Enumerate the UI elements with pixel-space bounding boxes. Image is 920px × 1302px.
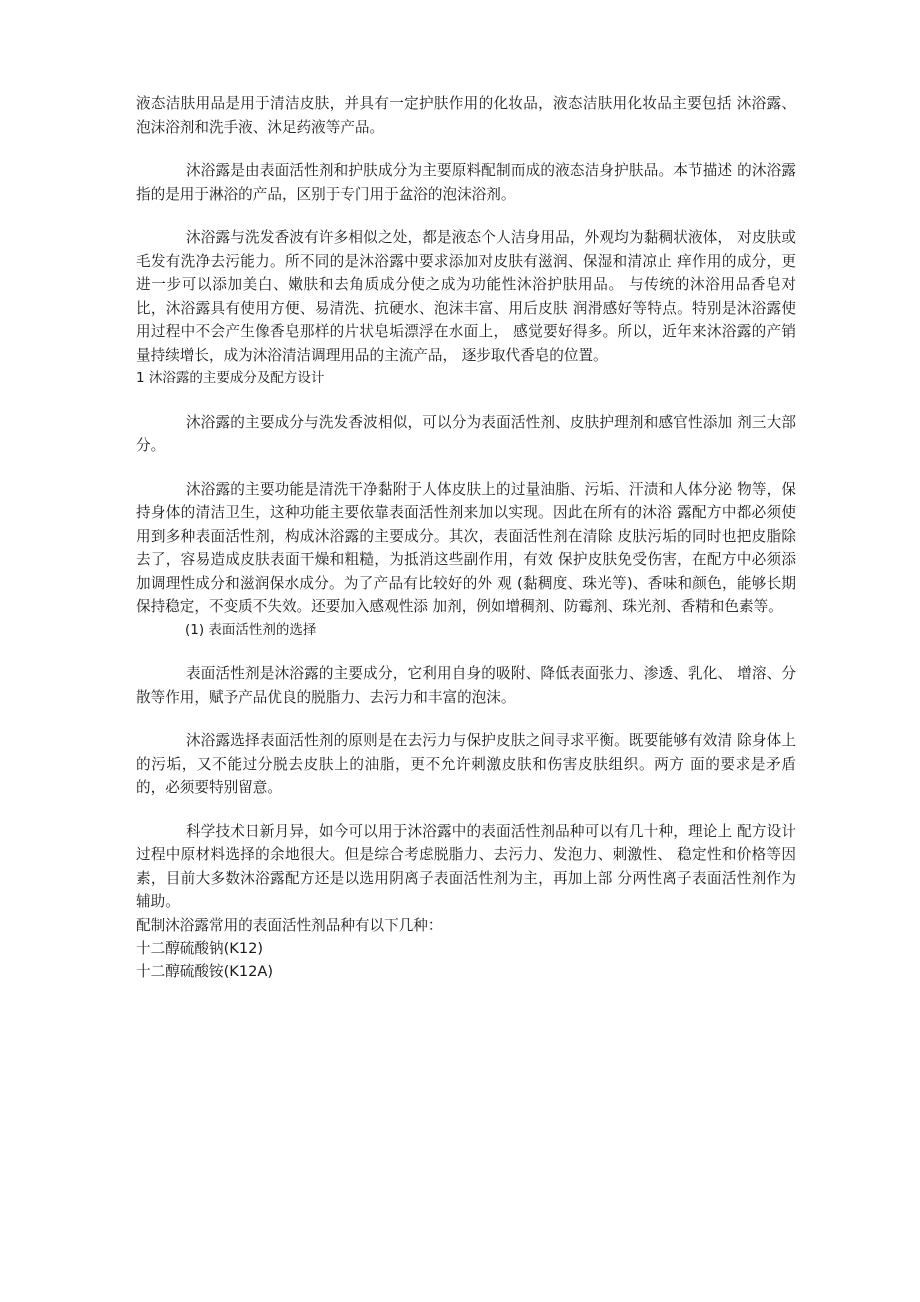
list-item: 十二醇硫酸钠(K12) <box>136 939 264 957</box>
main-components-paragraph: 沐浴露的主要成分与洗发香波相似，可以分为表面活性剂、皮肤护理剂和感官性添加 剂三大部分。 <box>136 413 796 454</box>
definition-paragraph: 沐浴露是由表面活性剂和护肤成分为主要原料配制而成的液态洁身护肤品。本节描述 的沐浴露指的是用于淋浴的产品，区别于专门用于盆浴的泡沫浴剂。 <box>136 162 796 203</box>
surfactant-role-paragraph: 表面活性剂是沐浴露的主要成分，它利用自身的吸附、降低表面张力、渗透、乳化、 增溶、分散等作用，赋予产品优良的脱脂力、去污力和丰富的泡沫。 <box>136 665 796 706</box>
list-intro: 配制沐浴露常用的表面活性剂品种有以下几种： <box>136 916 443 934</box>
section-1-title: 1 沐浴露的主要成分及配方设计 <box>136 370 325 386</box>
intro-paragraph: 液态洁肤用品是用于清洁皮肤，并具有一定护肤作用的化妆品，液态洁肤用化妆品主要包括 沐浴露、泡沫浴剂和洗手液、沐足药液等产品。 <box>136 95 796 136</box>
subsection-1-title: (1) 表面活性剂的选择 <box>185 621 317 638</box>
selection-principle-paragraph: 沐浴露选择表面活性剂的原则是在去污力与保护皮肤之间寻求平衡。既要能够有效清 除身体上的污垢，又不能过分脱去皮肤上的油脂，更不允许刺激皮肤和伤害皮肤组织。两方 面的要求是矛盾的，必须要特别留意。 <box>136 732 796 796</box>
list-item: 十二醇硫酸铵(K12A) <box>136 962 274 980</box>
tech-progress-paragraph: 科学技术日新月异，如今可以用于沐浴露中的表面活性剂品种可以有几十种，理论上 配方设计过程中原材料选择的余地很大。但是综合考虑脱脂力、去污力、发泡力、刺激性、 稳定性和价格等因素，目前大多数沐浴露配方还是以选用阴离子表面活性剂为主，再加上部 分两性离子表面活性剂作为辅助。 <box>136 822 796 910</box>
document-page <box>136 92 796 983</box>
comparison-paragraph: 沐浴露与洗发香波有许多相似之处，都是液态个人洁身用品，外观均为黏稠状液体， 对皮肤或毛发有洗净去污能力。所不同的是沐浴露中要求添加对皮肤有滋润、保湿和清凉止 痒作用的成分，更进一步可以添加美白、嫩肤和去角质成分使之成为功能性沐浴护肤用品。 与传统的沐浴用品香皂对比，沐浴露具有使用方便、易清洗、抗硬水、泡沫丰富、用后皮肤 润滑感好等特点。特别是沐浴露使用过程中不会产生像香皂那样的片状皂垢漂浮在水面上， 感觉要好得多。所以，近年来沐浴露的产销量持续增长，成为沐浴清洁调理用品的主流产品， 逐步取代香皂的位置。 <box>136 229 796 364</box>
main-function-paragraph: 沐浴露的主要功能是清洗干净黏附于人体皮肤上的过量油脂、污垢、汗渍和人体分泌 物等，保持身体的清洁卫生，这种功能主要依靠表面活性剂来加以实现。因此在所有的沐浴 露配方中都必须使用到多种表面活性剂，构成沐浴露的主要成分。其次，表面活性剂在清除 皮肤污垢的同时也把皮脂除去了，容易造成皮肤表面干燥和粗糙，为抵消这些副作用，有效 保护皮肤免受伤害，在配方中必须添加调理性成分和滋润保水成分。为了产品有比较好的外 观 (黏稠度、珠光等)、香味和颜色，能够长期保持稳定，不变质不失效。还要加入感观性添 加剂，例如增稠剂、防霉剂、珠光剂、香精和色素等。 <box>136 480 796 615</box>
